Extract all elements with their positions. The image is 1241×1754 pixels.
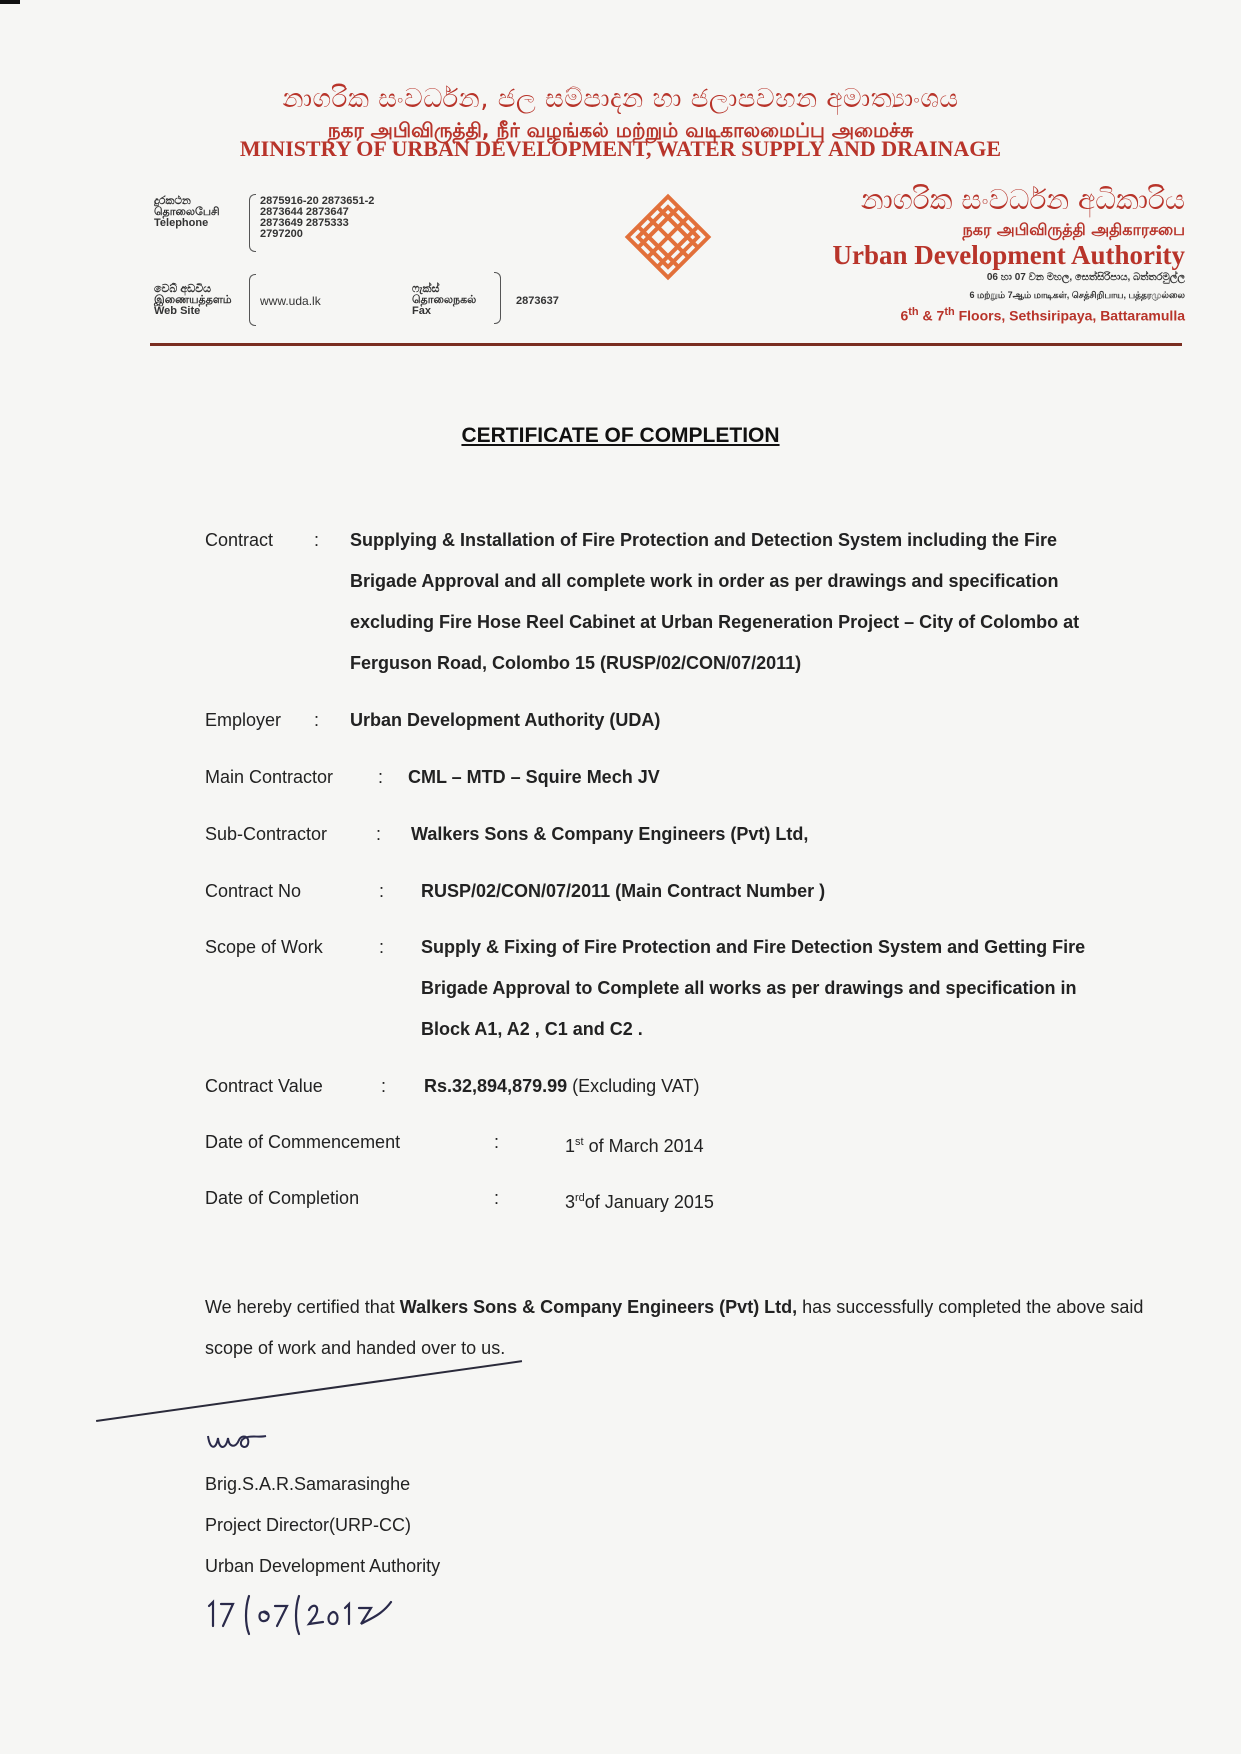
fax-number: 2873637	[516, 295, 559, 307]
telephone-number: 2875916-20 2873651-2	[260, 195, 375, 207]
main-contractor-label: Main Contractor	[205, 767, 334, 787]
completion-label: Date of Completion	[205, 1188, 360, 1208]
authority-name-sinhala: නාගරික සංවර්ධන අධිකාරිය	[860, 183, 1185, 216]
colon: :	[314, 530, 320, 550]
scope-of-work-value: Supply & Fixing of Fire Protection and Fire Detection System and Getting Fire Brigade Approval to Complete all works as per drawings and specification in Block A1, A2 , C1 and C2 .	[421, 937, 1086, 1039]
contract-value-label: Contract Value	[205, 1076, 323, 1096]
telephone-brace	[249, 194, 256, 252]
signatory-organization: Urban Development Authority	[205, 1556, 441, 1576]
colon: :	[494, 1188, 500, 1208]
colon: :	[379, 881, 385, 901]
sub-contractor-value: Walkers Sons & Company Engineers (Pvt) Ltd,	[411, 824, 809, 844]
website-label-english: Web Site	[154, 305, 201, 317]
commencement-date: 1st of March 2014	[565, 1136, 704, 1156]
handwritten-date	[205, 1592, 405, 1640]
telephone-number: 2873644 2873647	[260, 206, 349, 218]
fax-brace	[494, 272, 501, 324]
contract-value: Supplying & Installation of Fire Protection and Detection System including the Fire Brigade Approval and all complete work in order as per drawings and specification excluding Fire Hose Reel Cabinet at Urban Regeneration Project – City of Colombo at Ferguson Road, Colombo 15 (RUSP/02/CON/07/2011)	[350, 530, 1080, 673]
sub-contractor-label: Sub-Contractor	[205, 824, 328, 844]
scope-of-work-label: Scope of Work	[205, 937, 323, 957]
ministry-name-sinhala: නාගරික සංවර්ධන, ජල සම්පාදන හා ජලාපවහන අමාත්‍යාංශය	[282, 84, 959, 114]
document-title: CERTIFICATE OF COMPLETION	[461, 424, 780, 447]
authority-name-english: Urban Development Authority	[832, 240, 1185, 270]
certification-statement: We hereby certified that Walkers Sons & Company Engineers (Pvt) Ltd, has successfully completed the above said scope of work and handed over to us.	[205, 1297, 1144, 1358]
ministry-name-english: MINISTRY OF URBAN DEVELOPMENT, WATER SUPPLY AND DRAINAGE	[239, 136, 1002, 161]
address-tamil: 6 மற்றும் 7ஆம் மாடிகள், செத்சிறிபாய, பத்தரமுல்லை	[969, 290, 1185, 300]
employer-label: Employer	[205, 710, 282, 730]
fax-label-english: Fax	[412, 305, 431, 317]
colon: :	[381, 1076, 387, 1096]
contract-no-label: Contract No	[205, 881, 302, 901]
commencement-label: Date of Commencement	[205, 1132, 401, 1152]
address-sinhala: 06 හා 07 වන මහල, සෙත්සිරිපාය, බත්තරමුල්ල	[986, 272, 1185, 283]
fax-label-tamil: தொலைநகல்	[412, 294, 477, 306]
signatory-title: Project Director(URP-CC)	[205, 1515, 412, 1535]
header-divider	[150, 343, 1182, 346]
telephone-label-sinhala: දුරකථන	[154, 195, 191, 207]
telephone-label-tamil: தொலைபேசி	[154, 206, 220, 218]
certified-company: Walkers Sons & Company Engineers (Pvt) Ltd,	[399, 1297, 798, 1317]
contract-value-amount: Rs.32,894,879.99 (Excluding VAT)	[424, 1076, 700, 1096]
address-english: 6th & 7th Floors, Sethsiripaya, Battaramulla	[900, 306, 1185, 324]
telephone-number: 2797200	[260, 228, 303, 240]
signatory-name: Brig.S.A.R.Samarasinghe	[205, 1474, 411, 1494]
ministry-name-tamil: நகர அபிவிருத்தி, நீர் வழங்கல் மற்றும் வடிகாலமைப்பு அமைச்சு	[327, 118, 914, 142]
scan-edge-mark	[0, 0, 20, 4]
telephone-label-english: Telephone	[154, 217, 209, 229]
colon: :	[494, 1132, 500, 1152]
colon: :	[376, 824, 382, 844]
employer-value: Urban Development Authority (UDA)	[350, 710, 661, 730]
main-contractor-value: CML – MTD – Squire Mech JV	[408, 767, 660, 787]
contract-no-value: RUSP/02/CON/07/2011 (Main Contract Number )	[421, 881, 826, 901]
website-url[interactable]: www.uda.lk	[260, 294, 321, 308]
authority-name-tamil: நகர அபிவிருத்தி அதிகாரசபை	[962, 220, 1185, 239]
completion-date: 3rdof January 2015	[565, 1192, 714, 1212]
website-brace	[249, 274, 256, 326]
website-label-tamil: இணையத்தளம்	[154, 294, 232, 306]
colon: :	[378, 767, 384, 787]
colon: :	[314, 710, 320, 730]
signature-mark	[206, 1428, 268, 1454]
signature-line	[96, 1360, 522, 1422]
website-label-sinhala: වෙබ් අඩවිය	[154, 283, 212, 295]
colon: :	[379, 937, 385, 957]
telephone-number: 2873649 2875333	[260, 217, 349, 229]
uda-logo-icon	[624, 193, 712, 281]
fax-label-sinhala: ෆැක්ස්	[412, 283, 440, 295]
contract-label: Contract	[205, 530, 274, 550]
